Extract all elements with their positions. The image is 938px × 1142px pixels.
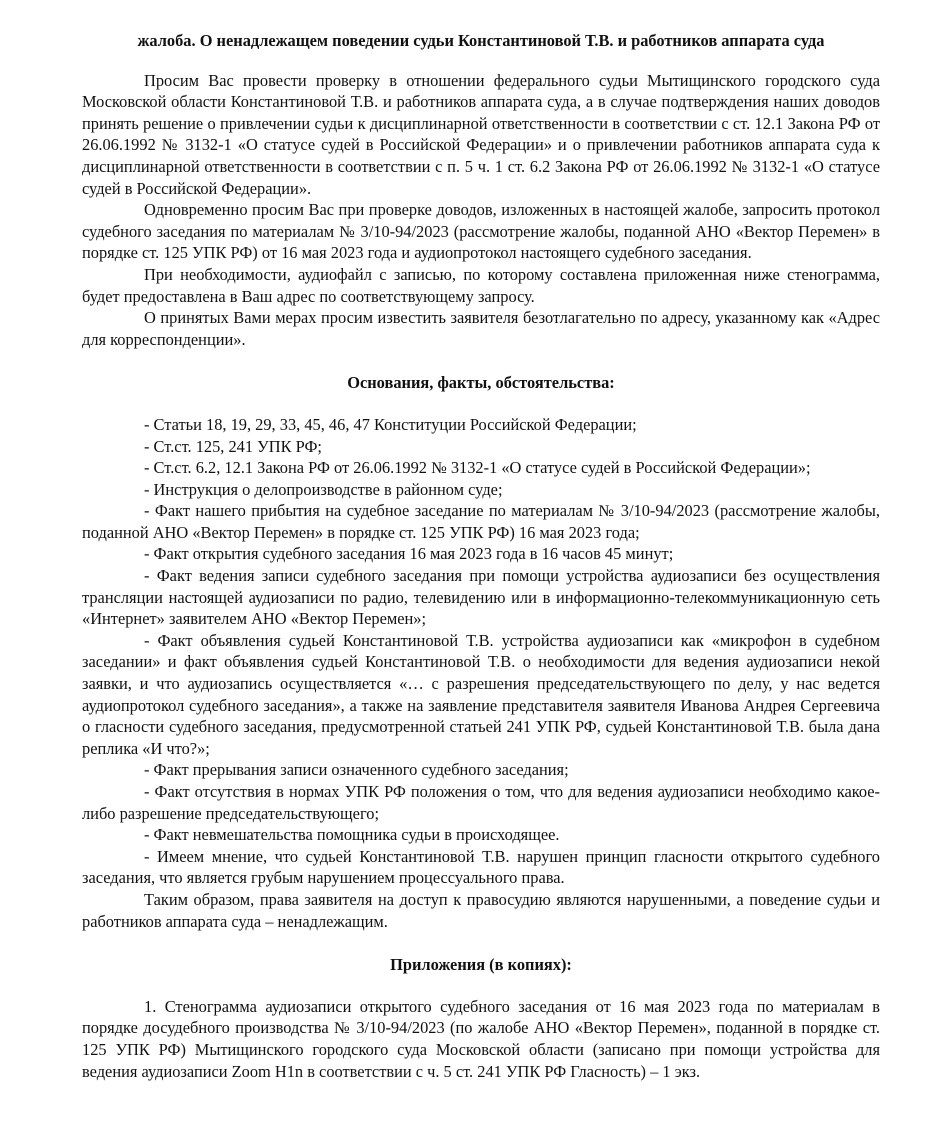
grounds-item: - Факт невмешательства помощника судьи в происходящее. xyxy=(144,825,560,845)
grounds-item: - Ст.ст. 125, 241 УПК РФ; xyxy=(144,436,322,456)
document-title: жалоба. О ненадлежащем поведении судьи Константиновой Т.В. и работников аппарата суда xyxy=(137,31,825,50)
grounds-item: - Ст.ст. 6.2, 12.1 Закона РФ от 26.06.1992 № 3132-1 «О статусе судей в Российской Федерации»; xyxy=(144,458,811,478)
intro-paragraph: О принятых Вами мерах просим известить заявителя безотлагательно по адресу, указанному как «Адрес для корреспонденции». xyxy=(82,308,880,349)
grounds-item: - Статьи 18, 19, 29, 33, 45, 46, 47 Конституции Российской Федерации; xyxy=(144,414,637,434)
intro-paragraph: Просим Вас провести проверку в отношении федерального судьи Мытищинского городского суда Московской области Константиновой Т.В. и работников аппарата суда, а в случае подтверждения наших доводов принять решение о привлечении судьи к дисциплинарной ответственности в соответствии с ст. 12.1 Закона РФ от 26.06.1992 № 3132-1 «О статусе судей в Российской Федерации» и о привлечении работников аппарата суда к дисциплинарной ответственности в соответствии с п. 5 ч. 1 ст. 6.2 Закона РФ от 26.06.1992 № 3132-1 «О статусе судей в Российской Федерации». xyxy=(82,70,880,198)
grounds-item: - Факт объявления судьей Константиновой Т.В. устройства аудиозаписи как «микрофон в судебном заседании» и факт объявления судьей Константиновой Т.В. о необходимости для ведения аудиозаписи некой заявки, и что аудиозапись осуществляется «… с разрешения председательствующего по делу, у нас ведется аудиопротокол судебного заседания», а также на заявление представителя заявителя Иванова Андрея Сергеевича о гласности судебного заседания, предусмотренной статьей 241 УПК РФ, судьей Константиновой Т.В. была дана реплика «И что?»; xyxy=(82,630,880,758)
grounds-item: - Факт нашего прибытия на судебное заседание по материалам № 3/10-94/2023 (рассмотрение жалобы, поданной АНО «Вектор Перемен» в порядке ст. 125 УПК РФ) 16 мая 2023 года; xyxy=(82,501,880,542)
intro-paragraph: При необходимости, аудиофайл с записью, по которому составлена приложенная ниже стенограмма, будет предоставлена в Ваш адрес по соответствующему запросу. xyxy=(82,264,880,306)
intro-paragraph: Одновременно просим Вас при проверке доводов, изложенных в настоящей жалобе, запросить протокол судебного заседания по материалам № 3/10-94/2023 (рассмотрение жалобы, поданной АНО «Вектор Перемен» в порядке ст. 125 УПК РФ) от 16 мая 2023 года и аудиопротокол настоящего судебного заседания. xyxy=(82,200,880,263)
grounds-item: - Факт отсутствия в нормах УПК РФ положения о том, что для ведения аудиозаписи необходимо какое-либо разрешение председательствующего; xyxy=(82,782,880,823)
attachment-item: 1. Стенограмма аудиозаписи открытого судебного заседания от 16 мая 2023 года по материалам в порядке досудебного производства № 3/10-94/2023 (по жалобе АНО «Вектор Перемен», поданной в порядке ст. 125 УПК РФ) Мытищинского городского суда Московской области (записано при помощи устройства для ведения аудиозаписи Zoom H1n в соответствии с ч. 5 ст. 241 УПК РФ Гласность) – 1 экз. xyxy=(82,996,880,1081)
grounds-item: - Факт ведения записи судебного заседания при помощи устройства аудиозаписи без осуществления трансляции настоящей аудиозаписи по радио, телевидению или в информационно-телекоммуникационную сеть «Интернет» заявителем АНО «Вектор Перемен»; xyxy=(82,566,880,629)
grounds-heading: Основания, факты, обстоятельства: xyxy=(347,373,615,393)
grounds-item: - Факт открытия судебного заседания 16 мая 2023 года в 16 часов 45 минут; xyxy=(144,544,674,564)
grounds-item: - Имеем мнение, что судьей Константиновой Т.В. нарушен принцип гласности открытого судебного заседания, что является грубым нарушением процессуального права. xyxy=(82,846,880,888)
attachments-heading: Приложения (в копиях): xyxy=(390,955,572,975)
grounds-item: - Факт прерывания записи означенного судебного заседания; xyxy=(144,760,569,780)
grounds-item: - Инструкция о делопроизводстве в районном суде; xyxy=(144,479,503,499)
conclusion-paragraph: Таким образом, права заявителя на доступ к правосудию являются нарушенными, а поведение судьи и работников аппарата суда – ненадлежащим. xyxy=(82,889,880,931)
